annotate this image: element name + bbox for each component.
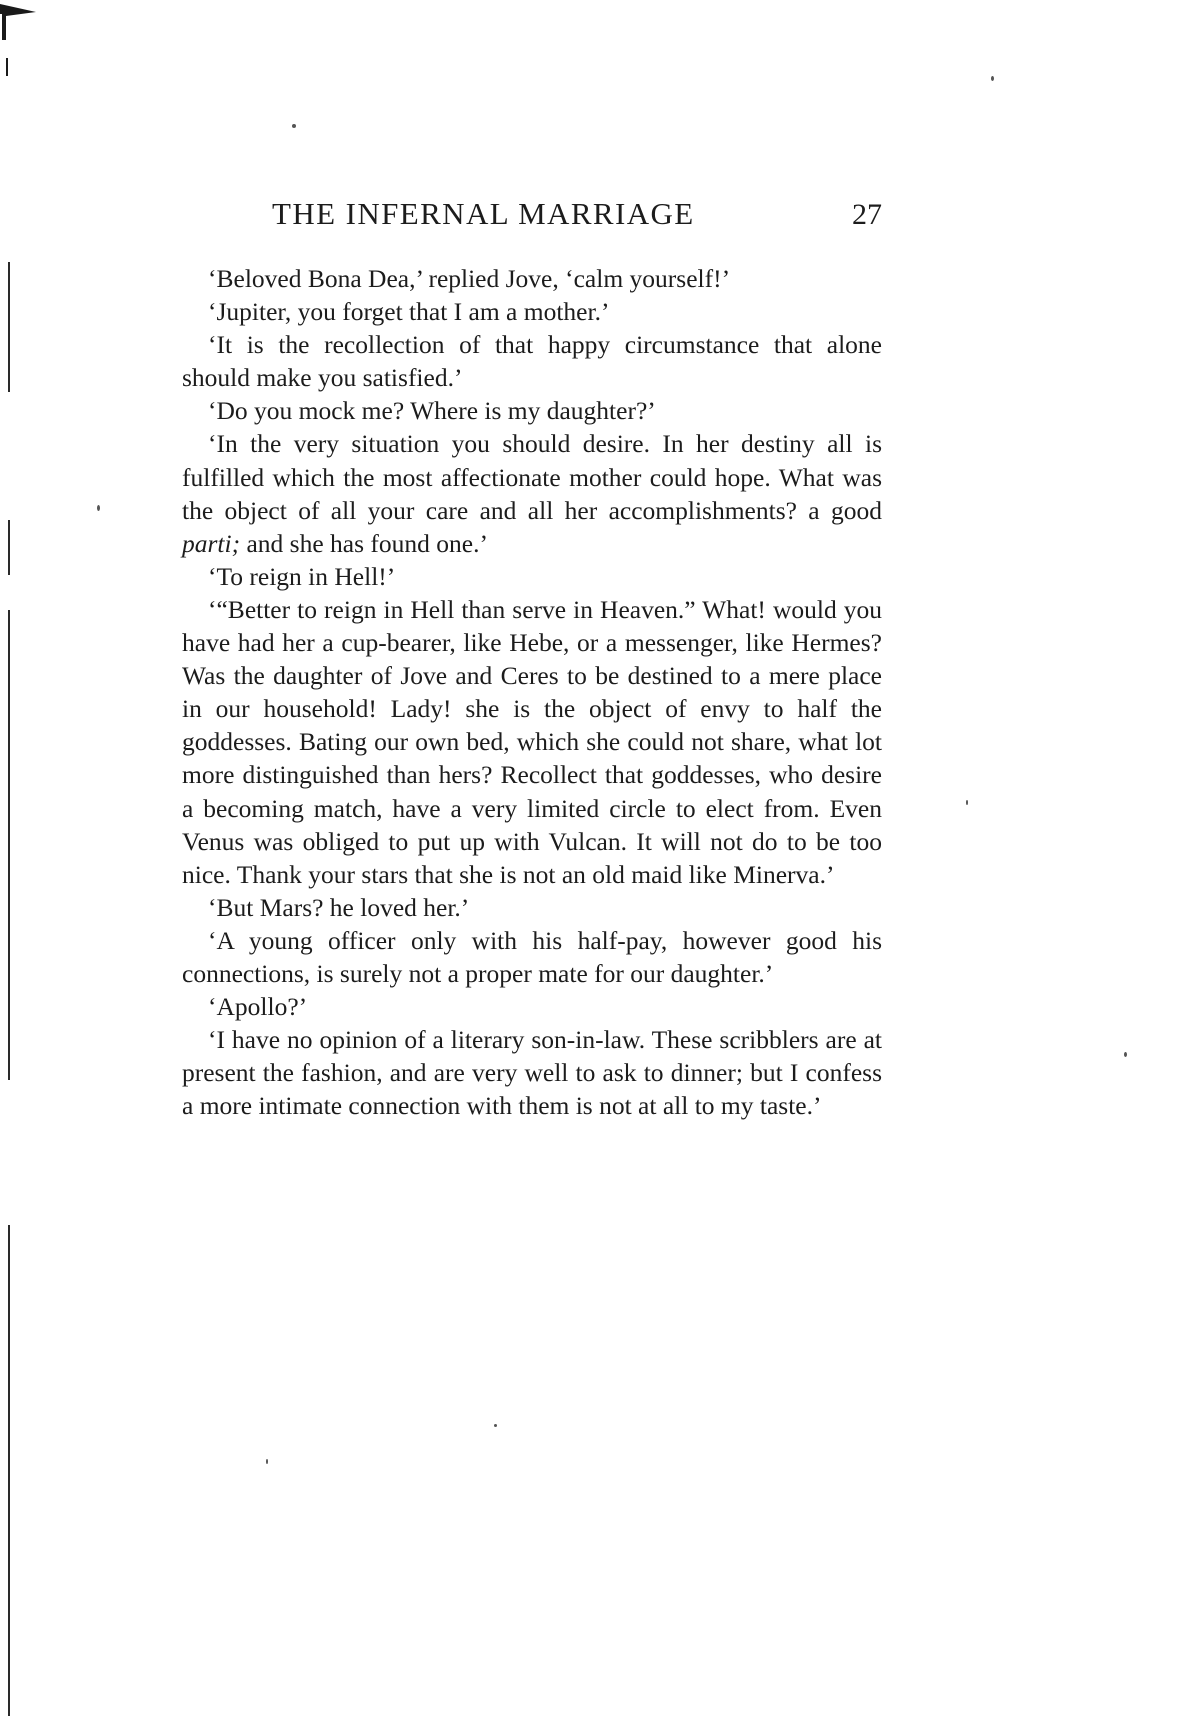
corner-scan-mark bbox=[0, 0, 36, 86]
paragraph: ‘I have no opinion of a literary son-in-law. These scribblers are at present the fashion, and are very well to ask to dinner; but I confess a more intimate connection with them is not at all to my taste.’ bbox=[182, 1025, 882, 1121]
paragraph: ‘Beloved Bona Dea,’ replied Jove, ‘calm yourself!’ bbox=[208, 264, 731, 293]
margin-scan-rule bbox=[8, 1225, 10, 1716]
paragraph-text: and she has found one.’ bbox=[240, 528, 488, 558]
paragraph-text: ‘In the very situation you should desire. In her destiny all is fulfilled which the most affectionate mother could hope. What was the object of all your care and all her accomplishments? a good bbox=[182, 429, 882, 525]
paragraph: ‘It is the recollection of that happy circumstance that alone should make you satisfied.’ bbox=[182, 330, 882, 393]
margin-scan-rule bbox=[8, 610, 10, 1080]
dust-speck bbox=[991, 76, 994, 81]
paragraph bbox=[182, 427, 882, 559]
margin-scan-rule bbox=[8, 262, 10, 392]
dust-speck bbox=[292, 124, 296, 128]
paragraph: ‘Jupiter, you forget that I am a mother.’ bbox=[208, 297, 610, 327]
dust-speck bbox=[494, 1424, 497, 1427]
running-head bbox=[182, 196, 882, 236]
dust-speck bbox=[266, 1459, 268, 1464]
italic-word: parti; bbox=[182, 528, 241, 558]
paragraph: ‘A young officer only with his half-pay, however good his connections, is surely not a proper mate for our daughter.’ bbox=[182, 925, 882, 988]
paragraph: ‘To reign in Hell!’ bbox=[208, 561, 396, 591]
running-title: THE INFERNAL MARRIAGE bbox=[272, 196, 695, 231]
dust-speck bbox=[966, 800, 968, 805]
page-number: 27 bbox=[852, 198, 882, 231]
paragraph: ‘Do you mock me? Where is my daughter?’ bbox=[208, 396, 656, 426]
margin-scan-rule bbox=[8, 520, 10, 575]
paragraph: ‘“Better to reign in Hell than serve in Heaven.” What! would you have had her a cup-bearer, like Hebe, or a messenger, like Hermes? Was the daughter of Jove and Ceres to be destined to a mere place in our household! Lady! she is the object of envy to half the goddesses. Bating our own bed, which she could not share, what lot more distinguished than hers? Recollect that goddesses, who desire a becoming match, have a very limited circle to elect from. Even Venus was obliged to put up with Vulcan. It will not do to be too nice. Thank your stars that she is not an old maid like Minerva.’ bbox=[182, 594, 882, 889]
dust-speck bbox=[97, 505, 100, 511]
body-text bbox=[182, 262, 882, 1122]
paragraph: ‘But Mars? he loved her.’ bbox=[208, 892, 470, 922]
dust-speck bbox=[1124, 1052, 1127, 1057]
paragraph: ‘Apollo?’ bbox=[208, 992, 308, 1022]
